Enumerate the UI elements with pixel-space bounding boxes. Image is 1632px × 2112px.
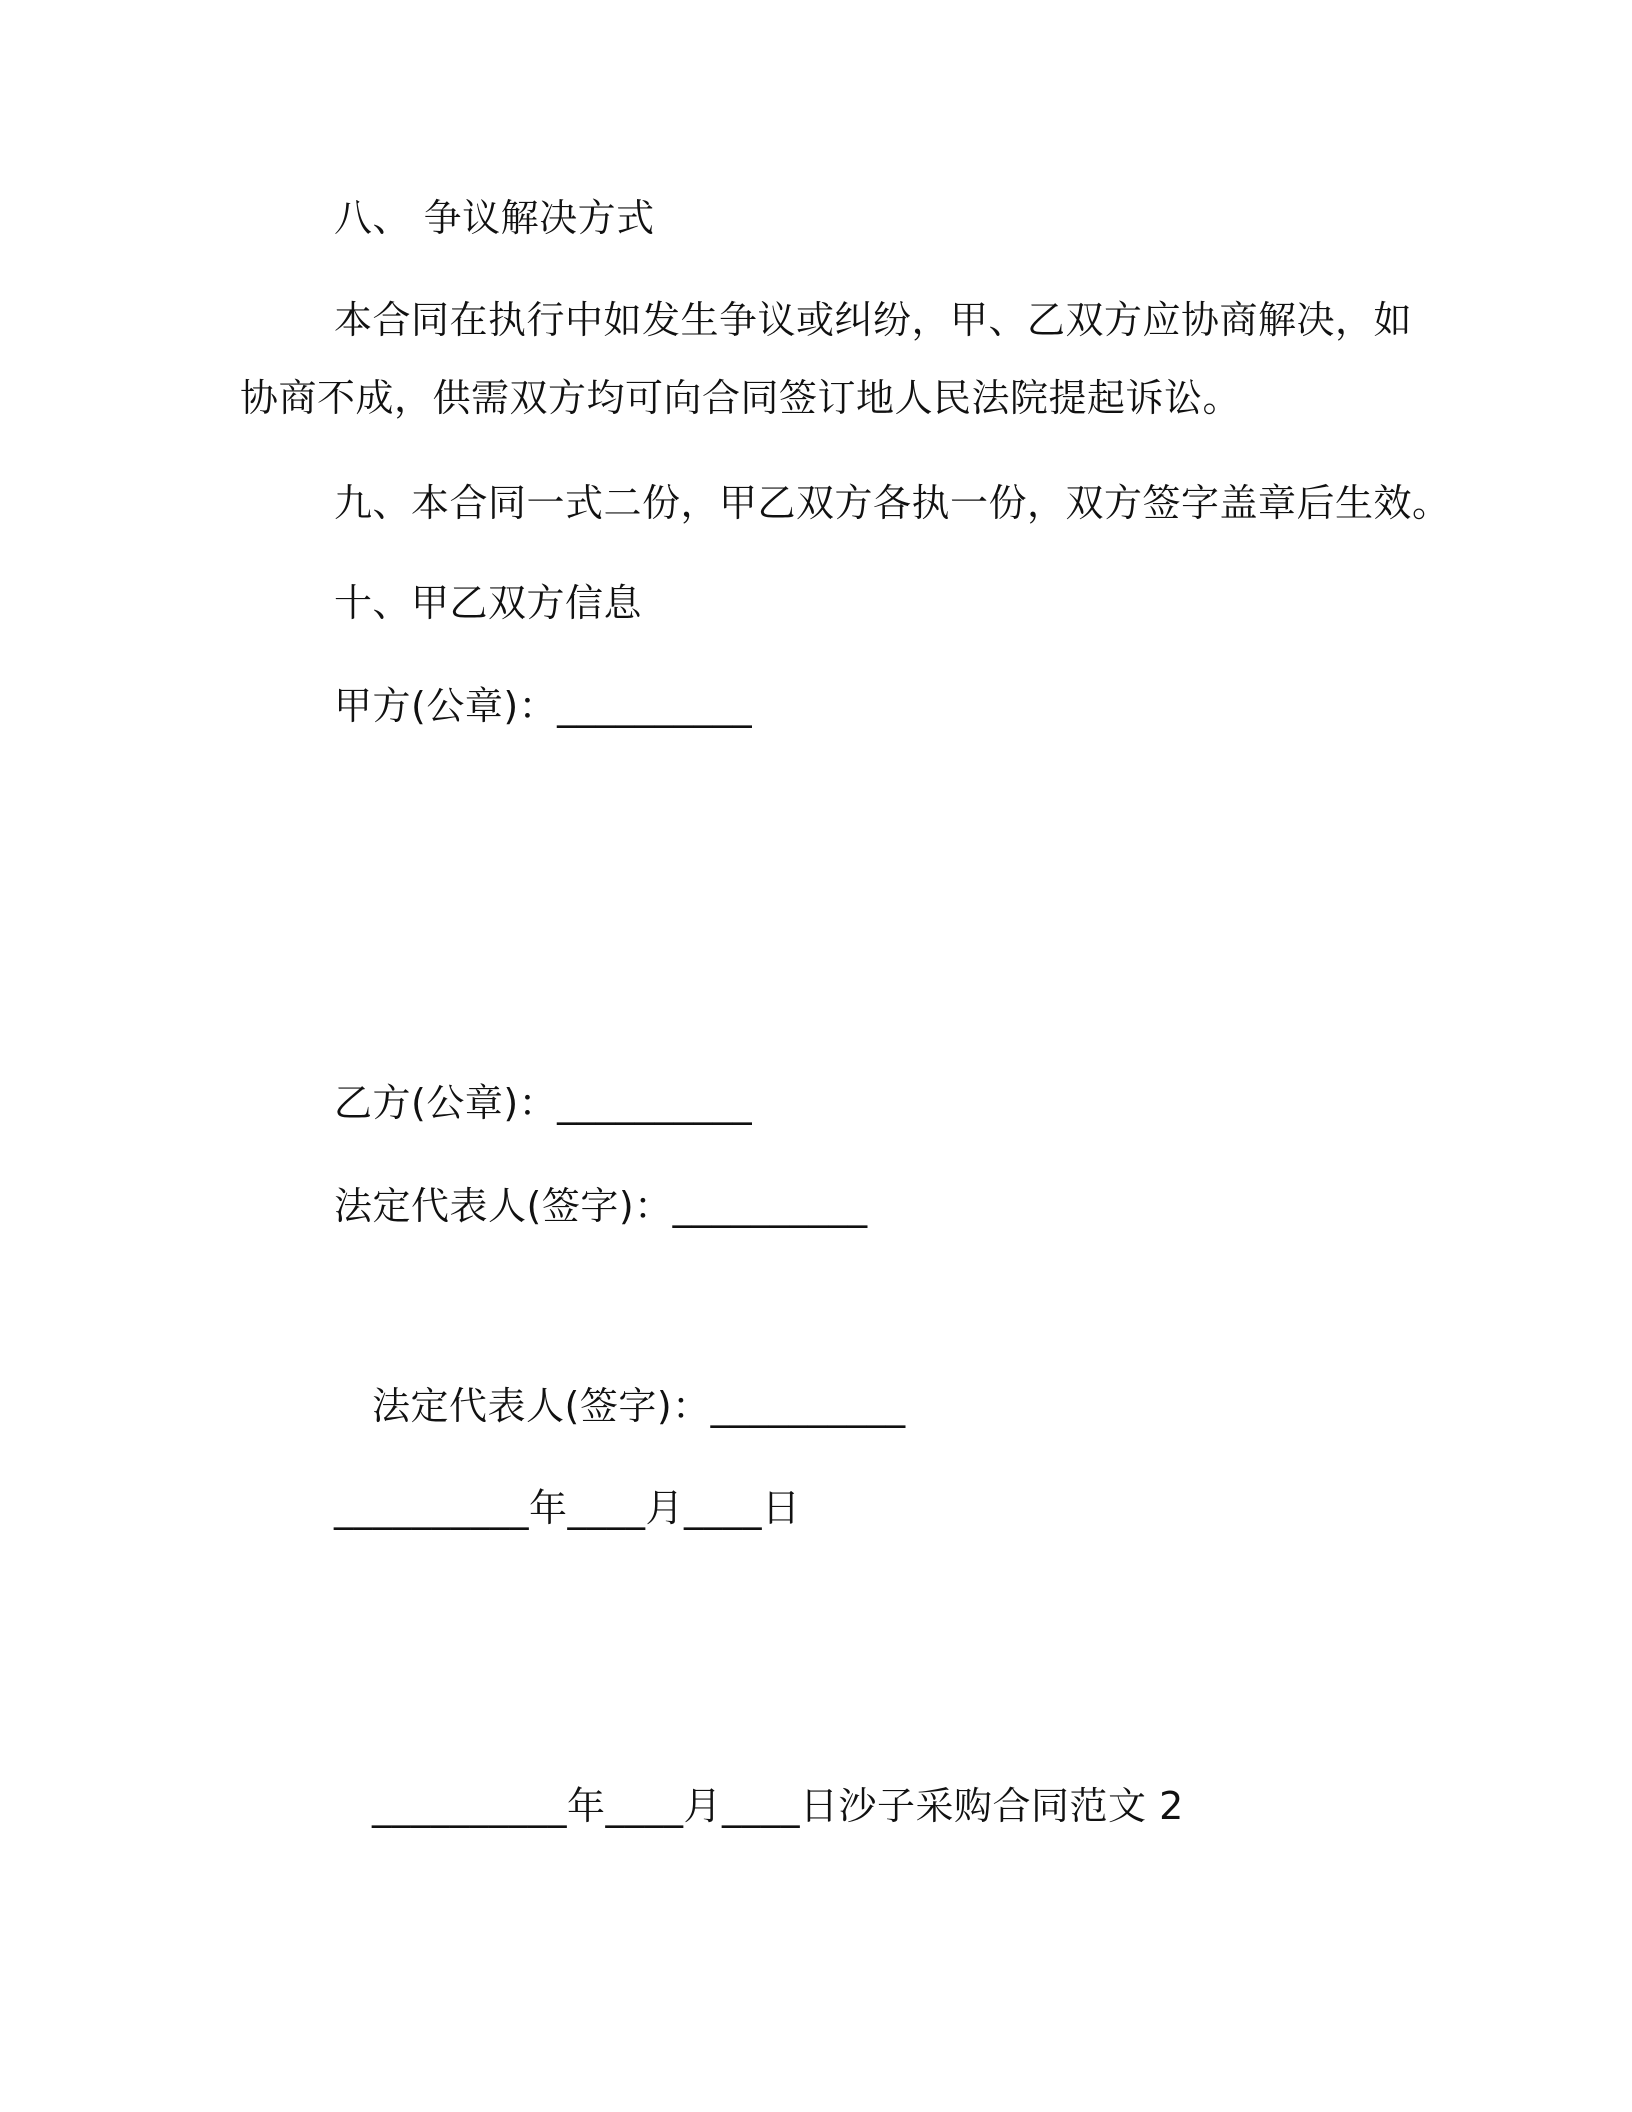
party-b-seal-line: 乙方(公章)：__________ bbox=[334, 1081, 753, 1125]
date-line-1: __________年____月____日 bbox=[334, 1486, 801, 1530]
legal-representative-signature-2: 法定代表人(签字)：__________ bbox=[372, 1384, 906, 1428]
legal-representative-signature-1: 法定代表人(签字)：__________ bbox=[334, 1184, 868, 1228]
section-8-body-line-2: 协商不成，供需双方均可向合同签订地人民法院提起诉讼。 bbox=[240, 376, 1242, 420]
section-9-text: 九、本合同一式二份，甲乙双方各执一份，双方签字盖章后生效。 bbox=[334, 481, 1451, 525]
section-10-heading: 十、甲乙双方信息 bbox=[334, 581, 643, 625]
party-a-seal-line: 甲方(公章)：__________ bbox=[334, 684, 753, 728]
date-line-2-with-next-title: __________年____月____日沙子采购合同范文 2 bbox=[372, 1784, 1184, 1828]
section-8-body-line-1: 本合同在执行中如发生争议或纠纷，甲、乙双方应协商解决，如 bbox=[334, 298, 1413, 342]
section-8-heading: 八、 争议解决方式 bbox=[334, 196, 655, 240]
